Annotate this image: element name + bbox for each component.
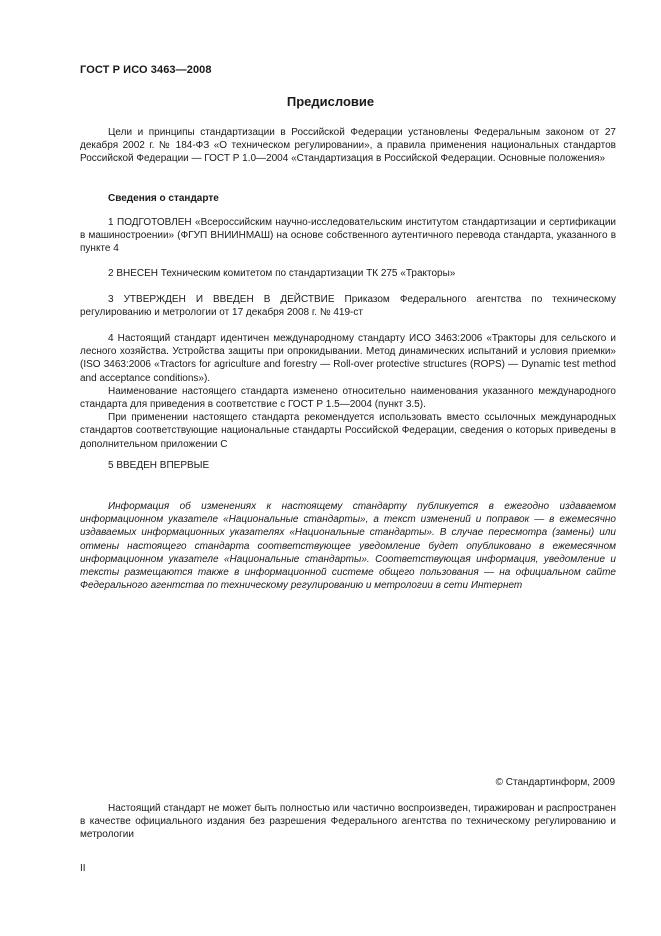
- item-4-block: [80, 332, 616, 451]
- item-2-block: [80, 267, 616, 280]
- amendments-notice-block: [80, 500, 616, 592]
- amendments-notice-paragraph: Информация об изменениях к настоящему стандарту публикуется в ежегодно издаваемом информационном указателе «Национальные стандарты», а текст изменений и поправок — в ежемесячно издаваемых информационных указателях «Национальные стандарты». В случае пересмотра (замены) или отмены настоящего стандарта соответствующее уведомление будет опубликовано в ежемесячном информационном указателе «Национальные стандарты». Соответствующая информация, уведомление и тексты размещаются также в информационной системе общего пользования — на официальном сайте Федерального агентства по техническому регулированию и метрологии в сети Интернет: [80, 501, 616, 592]
- document-id-header: ГОСТ Р ИСО 3463—2008: [80, 64, 212, 76]
- reproduction-notice-block: [80, 802, 616, 842]
- item-3-paragraph: 3 УТВЕРЖДЕН И ВВЕДЕН В ДЕЙСТВИЕ Приказом Федерального агентства по техническому регулированию и метрологии от 17 декабря 2008 г. № 419-ст: [80, 294, 616, 319]
- reproduction-notice-paragraph: Настоящий стандарт не может быть полностью или частично воспроизведен, тиражирован и распространен в качестве официального издания без разрешения Федерального агентства по техническому регулированию и метрологии: [80, 803, 616, 841]
- page-number: II: [80, 863, 86, 874]
- intro-section: [80, 126, 616, 166]
- standard-info-heading-block: [80, 192, 616, 205]
- item-2-paragraph: 2 ВНЕСЕН Техническим комитетом по стандартизации ТК 275 «Тракторы»: [108, 268, 456, 279]
- item-4-references-paragraph: При применении настоящего стандарта рекомендуется использовать вместо ссылочных международных стандартов соответствующие национальные стандарты Российской Федерации, сведения о которых приведены в дополнительном приложении С: [80, 412, 616, 450]
- item-5-block: [80, 459, 616, 472]
- item-3-block: [80, 293, 616, 319]
- copyright-line: © Стандартинформ, 2009: [495, 777, 615, 788]
- item-4-name-change-paragraph: Наименование настоящего стандарта изменено относительно наименования указанного международного стандарта для приведения в соответствие с ГОСТ Р 1.5—2004 (пункт 3.5).: [80, 385, 616, 411]
- item-5-paragraph: 5 ВВЕДЕН ВПЕРВЫЕ: [108, 460, 210, 471]
- item-4-paragraph: 4 Настоящий стандарт идентичен международному стандарту ИСО 3463:2006 «Тракторы для сельского и лесного хозяйства. Устройства защиты при опрокидывании. Метод динамических испытаний и условия приемки» (ISO 3463:2006 «Tractors for agriculture and forestry — Roll-over protective structures (ROPS) — Dynamic test method and acceptance conditions»).: [80, 333, 616, 384]
- intro-paragraph: Цели и принципы стандартизации в Российской Федерации установлены Федеральным законом от 27 декабря 2002 г. № 184-ФЗ «О техническом регулировании», а правила применения национальных стандартов Российской Федерации — ГОСТ Р 1.0—2004 «Стандартизация в Российской Федерации. Основные положения»: [80, 127, 616, 165]
- standard-info-heading: Сведения о стандарте: [108, 193, 219, 204]
- item-1-block: [80, 216, 616, 256]
- page-title: Предисловие: [286, 94, 375, 109]
- item-1-paragraph: 1 ПОДГОТОВЛЕН «Всероссийским научно-исследовательским институтом стандартизации и сертификации в машиностроении» (ФГУП ВНИИНМАШ) на основе собственного аутентичного перевода стандарта, указанного в пункте 4: [80, 217, 616, 255]
